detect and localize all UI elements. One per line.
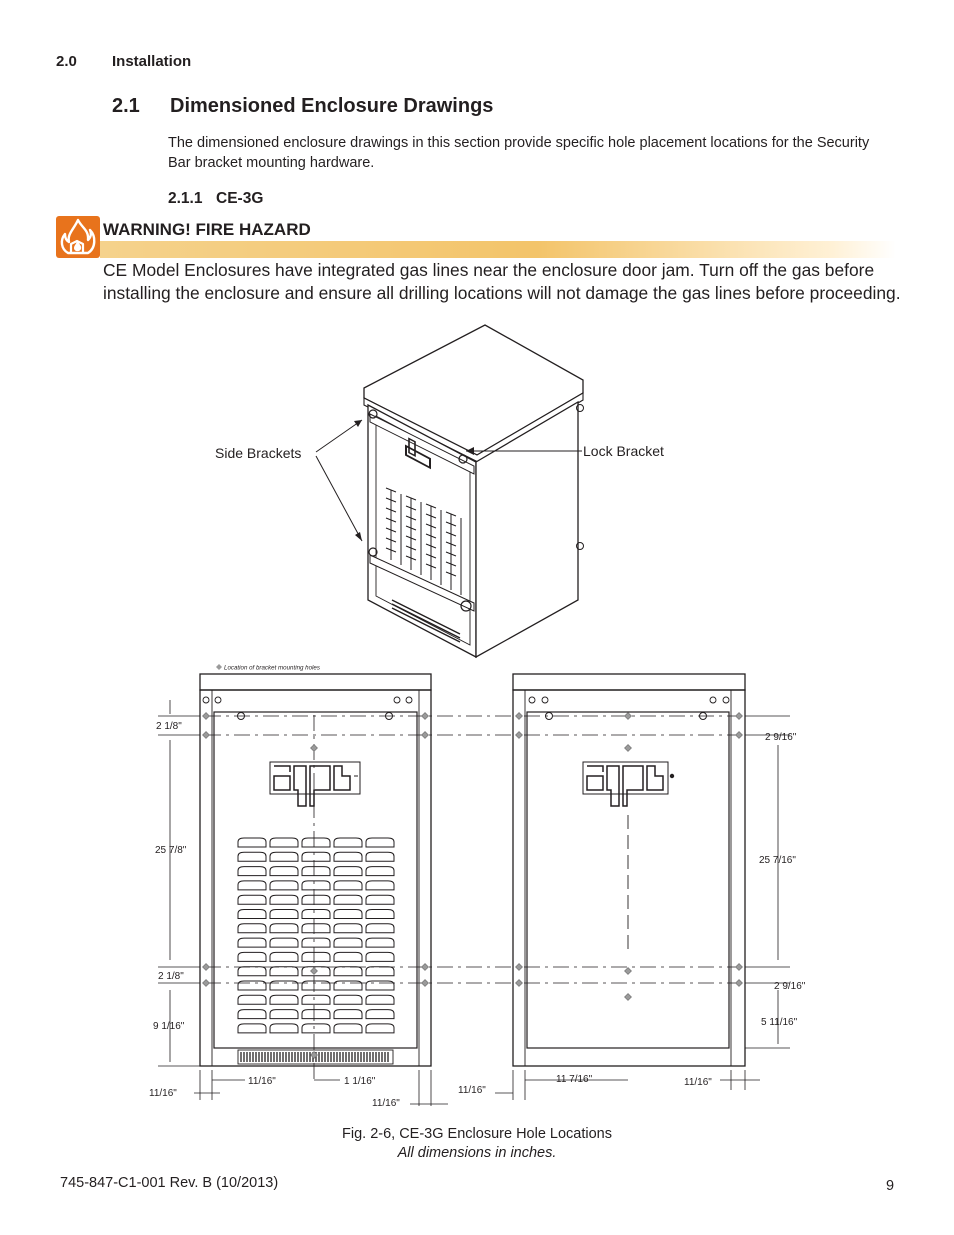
heading-number: 2.1: [112, 95, 140, 117]
mounting-hole-marker: [625, 713, 632, 720]
louver: [270, 895, 298, 904]
louver: [238, 995, 266, 1004]
louver: [334, 1024, 362, 1033]
section-header: [56, 53, 191, 70]
mounting-hole-marker: [311, 745, 318, 752]
louver: [302, 981, 330, 990]
mounting-hole-marker: [422, 980, 429, 987]
louver: [302, 952, 330, 961]
louver: [366, 881, 394, 890]
louver: [366, 981, 394, 990]
louver: [302, 838, 330, 847]
warning-body: CE Model Enclosures have integrated gas lines near the enclosure door jam. Turn off the gas before installing the enclosure and ensure all drilling locations will not damage the gas lines before proceeding.: [103, 260, 901, 303]
louver: [270, 1010, 298, 1019]
mounting-hole-marker: [516, 980, 523, 987]
louver: [270, 910, 298, 919]
louver: [366, 924, 394, 933]
mounting-hole-marker: [736, 980, 743, 987]
fire-hazard-icon: [56, 216, 100, 258]
dim-front-lower: 2 1/8": [158, 971, 184, 982]
warning-title: WARNING! FIRE HAZARD: [103, 220, 311, 239]
louver: [270, 1024, 298, 1033]
dim-side-right-edge: 11/16": [684, 1077, 712, 1088]
mounting-hole-marker: [736, 732, 743, 739]
mounting-hole-marker: [516, 732, 523, 739]
dim-front-left-inner: 11/16": [248, 1076, 276, 1087]
dim-side-left-edge: 11/16": [458, 1085, 486, 1096]
louver: [334, 995, 362, 1004]
mounting-hole-marker: [736, 964, 743, 971]
mounting-hole-marker: [516, 964, 523, 971]
louver: [302, 1010, 330, 1019]
dim-front-span: 25 7/8": [155, 845, 187, 856]
louver: [238, 852, 266, 861]
louver: [238, 1024, 266, 1033]
figure-caption-note: All dimensions in inches.: [397, 1145, 557, 1161]
mounting-hole-marker: [203, 713, 210, 720]
enclosure-illustration: [215, 325, 664, 657]
enclosure-figure: [0, 320, 954, 1120]
dim-side-bottom: 5 11/16": [761, 1017, 798, 1028]
mounting-hole-marker: [203, 964, 210, 971]
louver: [238, 838, 266, 847]
louver: [302, 867, 330, 876]
mounting-hole-marker: [422, 964, 429, 971]
louver: [302, 938, 330, 947]
mounting-hole-marker: [422, 713, 429, 720]
dim-front-right-edge: 11/16": [372, 1098, 400, 1109]
dim-front-top: 2 1/8": [156, 721, 182, 732]
louver: [334, 1010, 362, 1019]
louver: [270, 924, 298, 933]
section-number: 2.0: [56, 53, 77, 70]
louver: [366, 995, 394, 1004]
mounting-hole-marker: [736, 713, 743, 720]
mounting-hole-marker: [516, 713, 523, 720]
louver: [302, 895, 330, 904]
intro-paragraph: The dimensioned enclosure drawings in this section provide specific hole placement locations for the Security Bar bracket mounting hardware.: [168, 135, 870, 171]
louver: [334, 981, 362, 990]
figure-caption: Fig. 2-6, CE-3G Enclosure Hole Locations: [342, 1126, 612, 1142]
drawing-legend: [216, 664, 320, 672]
mounting-hole-marker: [311, 968, 318, 975]
dim-side-center: 11 7/16": [556, 1074, 593, 1085]
louver: [270, 952, 298, 961]
subheading-title: CE-3G: [216, 190, 264, 207]
louver: [334, 852, 362, 861]
louver: [366, 852, 394, 861]
mounting-hole-marker: [203, 980, 210, 987]
louver: [238, 981, 266, 990]
dim-side-top: 2 9/16": [765, 732, 797, 743]
subheading: [168, 190, 263, 208]
subheading-number: 2.1.1: [168, 190, 203, 207]
warning-banner: [100, 241, 896, 258]
louver: [334, 967, 362, 976]
dim-side-lower: 2 9/16": [774, 981, 806, 992]
document-number: 745-847-C1-001 Rev. B (10/2013): [60, 1175, 279, 1191]
mounting-hole-marker: [625, 968, 632, 975]
louver: [270, 981, 298, 990]
louver: [334, 910, 362, 919]
louver: [366, 967, 394, 976]
louver: [238, 967, 266, 976]
louver: [334, 867, 362, 876]
dim-front-center: 1 1/16": [344, 1076, 376, 1087]
louver: [270, 995, 298, 1004]
louver: [238, 1010, 266, 1019]
front-view-drawing: [200, 674, 431, 1066]
louver: [270, 867, 298, 876]
louver: [270, 852, 298, 861]
dim-front-bottom: 9 1/16": [153, 1021, 185, 1032]
louver: [334, 838, 362, 847]
louver: [366, 910, 394, 919]
louver: [302, 1024, 330, 1033]
dim-front-left-edge: 11/16": [149, 1088, 177, 1099]
heading-title: Dimensioned Enclosure Drawings: [170, 95, 494, 117]
side-view-drawing: [513, 674, 745, 1066]
mounting-hole-marker: [203, 732, 210, 739]
louver: [366, 952, 394, 961]
louver: [366, 1010, 394, 1019]
dim-side-span: 25 7/16": [759, 855, 796, 866]
louver: [334, 895, 362, 904]
louver: [302, 995, 330, 1004]
louver: [366, 867, 394, 876]
page-heading: [112, 95, 493, 118]
louver: [238, 938, 266, 947]
louver: [238, 895, 266, 904]
louver: [334, 924, 362, 933]
mounting-hole-marker: [625, 745, 632, 752]
louver: [366, 1024, 394, 1033]
louver: [334, 938, 362, 947]
mounting-hole-marker: [422, 732, 429, 739]
louver: [238, 881, 266, 890]
louver: [302, 910, 330, 919]
louver: [366, 938, 394, 947]
section-title: Installation: [112, 53, 192, 70]
legend-text: Location of bracket mounting holes: [224, 664, 320, 672]
louver: [366, 838, 394, 847]
louver: [302, 852, 330, 861]
mounting-hole-marker: [625, 994, 632, 1001]
louver: [302, 881, 330, 890]
louver: [302, 924, 330, 933]
louver: [270, 838, 298, 847]
louver: [238, 924, 266, 933]
louver: [238, 867, 266, 876]
louver: [270, 938, 298, 947]
side-brackets-callout: Side Brackets: [215, 445, 302, 461]
louver: [238, 952, 266, 961]
page-number: 9: [886, 1178, 895, 1194]
louver: [366, 895, 394, 904]
louver: [270, 967, 298, 976]
lock-bracket-callout: Lock Bracket: [583, 443, 664, 459]
louver: [334, 881, 362, 890]
louver: [238, 910, 266, 919]
louver: [270, 881, 298, 890]
louver: [334, 952, 362, 961]
